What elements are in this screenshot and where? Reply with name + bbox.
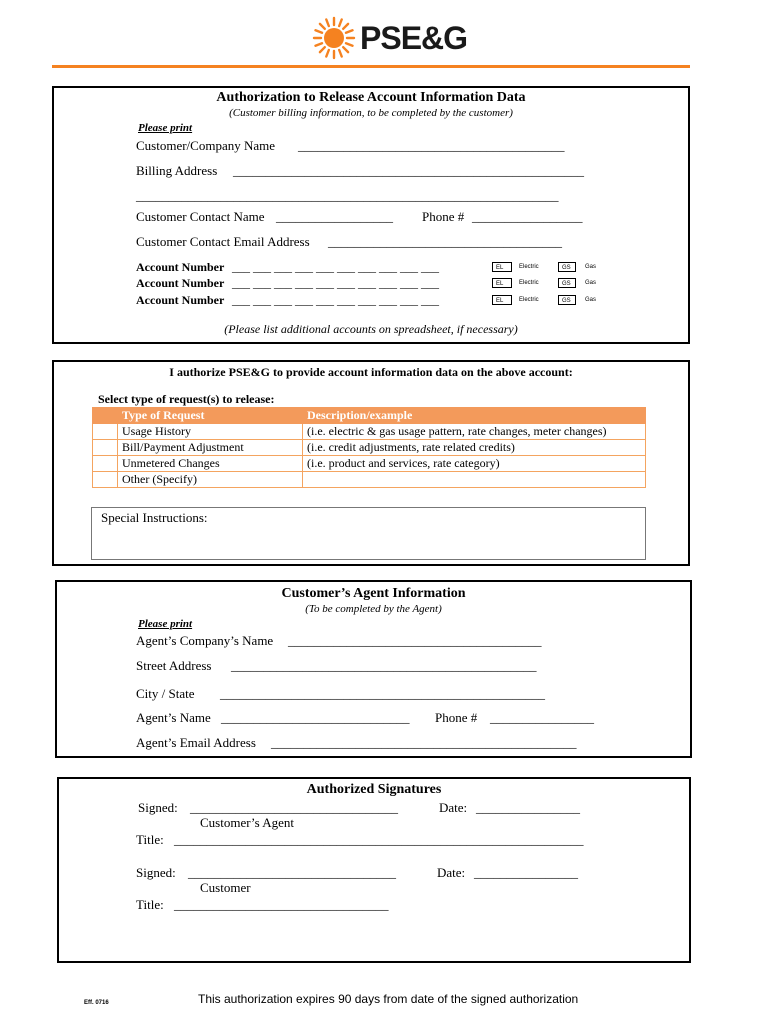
billing-address-label: Billing Address	[136, 163, 218, 178]
customer-caption: Customer	[200, 880, 251, 895]
contact-email-field[interactable]: ____________________________________	[328, 234, 562, 249]
request-type-table	[92, 407, 646, 488]
header-divider	[52, 65, 690, 68]
agent-phone-label: Phone #	[435, 710, 478, 725]
agent-phone-field[interactable]: ________________	[490, 710, 594, 725]
agent-name-label: Agent’s Name	[136, 710, 211, 725]
logo-wordmark: PSE&G	[360, 20, 468, 56]
agent-date-field[interactable]: ________________	[476, 800, 580, 815]
agent-signature-field[interactable]: ________________________________	[190, 800, 398, 815]
electric-label-3: Electric	[519, 297, 539, 303]
agent-title-field[interactable]: _______________________________________________________________	[174, 832, 584, 847]
table-row	[93, 424, 646, 440]
agent-city-label: City / State	[136, 686, 195, 701]
customer-signed-label: Signed:	[136, 865, 176, 880]
customer-date-field[interactable]: ________________	[474, 865, 578, 880]
company-name-label: Customer/Company Name	[136, 138, 276, 153]
table-header-row	[93, 408, 646, 424]
header-check-cell	[93, 408, 118, 424]
agent-email-field[interactable]: _______________________________________________	[271, 735, 577, 750]
request-type-cell: Usage History	[118, 424, 303, 440]
agent-email-label: Agent’s Email Address	[136, 735, 256, 750]
account-number-field-2[interactable]: ___ ___ ___ ___ ___ ___ ___ ___ ___ ___	[232, 276, 439, 290]
section3-title: Customer’s Agent Information	[281, 586, 466, 601]
customer-signature-field[interactable]: ________________________________	[188, 865, 396, 880]
usage-history-checkbox[interactable]	[93, 424, 118, 440]
agent-please-print-label: Please print	[138, 618, 193, 630]
billing-address-field[interactable]: ______________________________________________________	[233, 163, 584, 178]
contact-name-label: Customer Contact Name	[136, 209, 265, 224]
electric-label-2: Electric	[519, 280, 539, 286]
account-number-label-2: Account Number	[136, 276, 225, 290]
agent-title-label: Title:	[136, 832, 164, 847]
table-row	[93, 440, 646, 456]
header-description: Description/example	[303, 408, 646, 424]
agent-city-field[interactable]: __________________________________________________	[220, 686, 545, 701]
agent-name-field[interactable]: _____________________________	[221, 710, 410, 725]
please-print-label: Please print	[138, 122, 193, 134]
agent-street-label: Street Address	[136, 658, 212, 673]
section4-title: Authorized Signatures	[306, 782, 442, 797]
agent-caption: Customer’s Agent	[200, 815, 295, 830]
request-type-cell: Bill/Payment Adjustment	[118, 440, 303, 456]
request-desc-cell: (i.e. electric & gas usage pattern, rate changes, meter changes)	[303, 424, 646, 440]
section1-title: Authorization to Release Account Information Data	[216, 90, 526, 105]
gs-checkbox-1[interactable]: GS	[558, 262, 576, 272]
unmetered-changes-checkbox[interactable]	[93, 456, 118, 472]
table-row	[93, 472, 646, 488]
request-type-cell: Other (Specify)	[118, 472, 303, 488]
gas-label-1: Gas	[585, 264, 597, 270]
request-desc-cell: (i.e. credit adjustments, rate related credits)	[303, 440, 646, 456]
request-type-cell: Unmetered Changes	[118, 456, 303, 472]
company-name-field[interactable]: _________________________________________	[298, 138, 565, 153]
account-number-field-1[interactable]: ___ ___ ___ ___ ___ ___ ___ ___ ___ ___	[232, 260, 439, 274]
contact-name-field[interactable]: __________________	[276, 209, 393, 224]
gas-label-2: Gas	[585, 280, 597, 286]
section1-subtitle: (Customer billing information, to be completed by the customer)	[229, 107, 513, 119]
account-number-label-3: Account Number	[136, 293, 225, 307]
effective-date: Eff. 0716	[84, 1000, 109, 1006]
el-checkbox-3[interactable]: EL	[492, 295, 512, 305]
customer-title-label: Title:	[136, 897, 164, 912]
special-instructions-field[interactable]	[91, 507, 646, 560]
table-row	[93, 456, 646, 472]
billing-address-field-2[interactable]: _________________________________________________________________	[136, 188, 559, 203]
el-checkbox-1[interactable]: EL	[492, 262, 512, 272]
gs-checkbox-3[interactable]: GS	[558, 295, 576, 305]
special-instructions-label: Special Instructions:	[101, 510, 208, 525]
select-request-label: Select type of request(s) to release:	[98, 392, 275, 406]
agent-signed-label: Signed:	[138, 800, 178, 815]
additional-accounts-note: (Please list additional accounts on spreadsheet, if necessary)	[224, 322, 518, 336]
expiration-notice: This authorization expires 90 days from date of the signed authorization	[198, 992, 579, 1006]
gas-label-3: Gas	[585, 297, 597, 303]
account-number-field-3[interactable]: ___ ___ ___ ___ ___ ___ ___ ___ ___ ___	[232, 293, 439, 307]
account-number-label-1: Account Number	[136, 260, 225, 274]
contact-phone-label: Phone #	[422, 209, 465, 224]
customer-date-label: Date:	[437, 865, 466, 880]
agent-company-label: Agent’s Company’s Name	[136, 633, 274, 648]
pseg-logo	[312, 16, 468, 60]
section3-subtitle: (To be completed by the Agent)	[305, 603, 442, 615]
contact-email-label: Customer Contact Email Address	[136, 234, 310, 249]
request-desc-cell: (i.e. product and services, rate category)	[303, 456, 646, 472]
gs-checkbox-2[interactable]: GS	[558, 278, 576, 288]
agent-date-label: Date:	[439, 800, 468, 815]
authorize-statement: I authorize PSE&G to provide account information data on the above account:	[169, 365, 573, 379]
electric-label-1: Electric	[519, 264, 539, 270]
customer-title-field[interactable]: _________________________________	[174, 897, 389, 912]
agent-street-field[interactable]: _______________________________________________	[231, 658, 537, 673]
contact-phone-field[interactable]: _________________	[472, 209, 583, 224]
other-specify-field[interactable]	[303, 472, 646, 488]
other-checkbox[interactable]	[93, 472, 118, 488]
el-checkbox-2[interactable]: EL	[492, 278, 512, 288]
bill-adjustment-checkbox[interactable]	[93, 440, 118, 456]
header-type: Type of Request	[118, 408, 303, 424]
sun-logo-icon	[312, 16, 356, 60]
agent-company-field[interactable]: _______________________________________	[288, 633, 542, 648]
